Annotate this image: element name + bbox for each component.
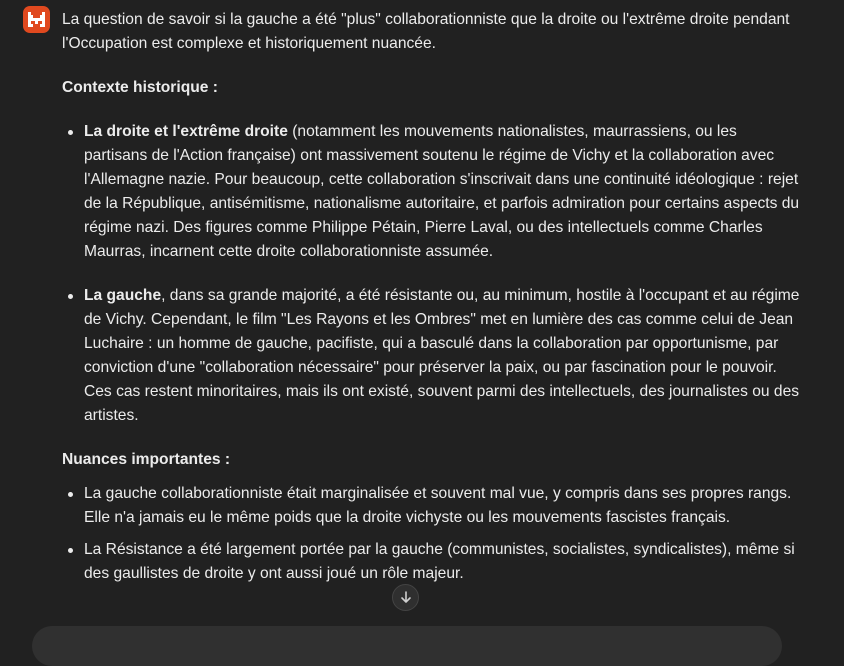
list-item-text: (notamment les mouvements nationalistes, maurrassiens, ou les partisans de l'Action française) ont massivement soutenu le régime de Vichy et la collaboration avec l'Allemagne nazie. Pour beaucoup, cette collaboration s'inscrivait dans une continuité idéologique : rejet de la République, antisémitisme, nationalisme autoritaire, et parfois admiration pour certains aspects du régime nazi. Des figures comme Philippe Pétain, Pierre Laval, ou des intellectuels comme Charles Maurras, incarnent cette droite collaborationniste assumée. (84, 123, 800, 260)
section-title-nuances: Nuances importantes : (62, 451, 231, 468)
list-item-bold: La droite et l'extrême droite (84, 123, 288, 140)
nuances-list (62, 482, 802, 586)
list-item-text: , dans sa grande majorité, a été résistante ou, au minimum, hostile à l'occupant et au régime de Vichy. Cependant, le film "Les Rayons et les Ombres" met en lumière des cas comme celui de Jean Luchaire : un homme de gauche, pacifiste, qui a basculé dans la collaboration par opportunisme, par conviction d'une "collaboration nécessaire" pour préserver la paix, ou par fascination pour le pouvoir. Ces cas restent minoritaires, mais ils ont existé, souvent parmi des intellectuels, des journalistes ou des artistes. (84, 287, 800, 424)
scroll-to-bottom-button[interactable] (392, 584, 419, 611)
assistant-message (62, 8, 802, 594)
assistant-avatar (23, 6, 50, 33)
message-intro: La question de savoir si la gauche a été "plus" collaborationniste que la droite ou l'extrême droite pendant l'Occupation est complexe et historiquement nuancée. (62, 11, 790, 52)
list-item (84, 120, 802, 264)
section-title-context: Contexte historique : (62, 79, 218, 96)
list-item (84, 284, 802, 428)
message-composer[interactable] (32, 626, 782, 666)
context-list (62, 120, 802, 428)
list-item: La Résistance a été largement portée par la gauche (communistes, socialistes, syndicalistes), même si des gaullistes de droite y ont aussi joué un rôle majeur. (84, 538, 802, 586)
assistant-logo-icon (28, 12, 45, 27)
list-item: La gauche collaborationniste était marginalisée et souvent mal vue, y compris dans ses propres rangs. Elle n'a jamais eu le même poids que la droite vichyste ou les mouvements fascistes français. (84, 482, 802, 530)
arrow-down-icon (400, 591, 412, 604)
list-item-bold: La gauche (84, 287, 162, 304)
